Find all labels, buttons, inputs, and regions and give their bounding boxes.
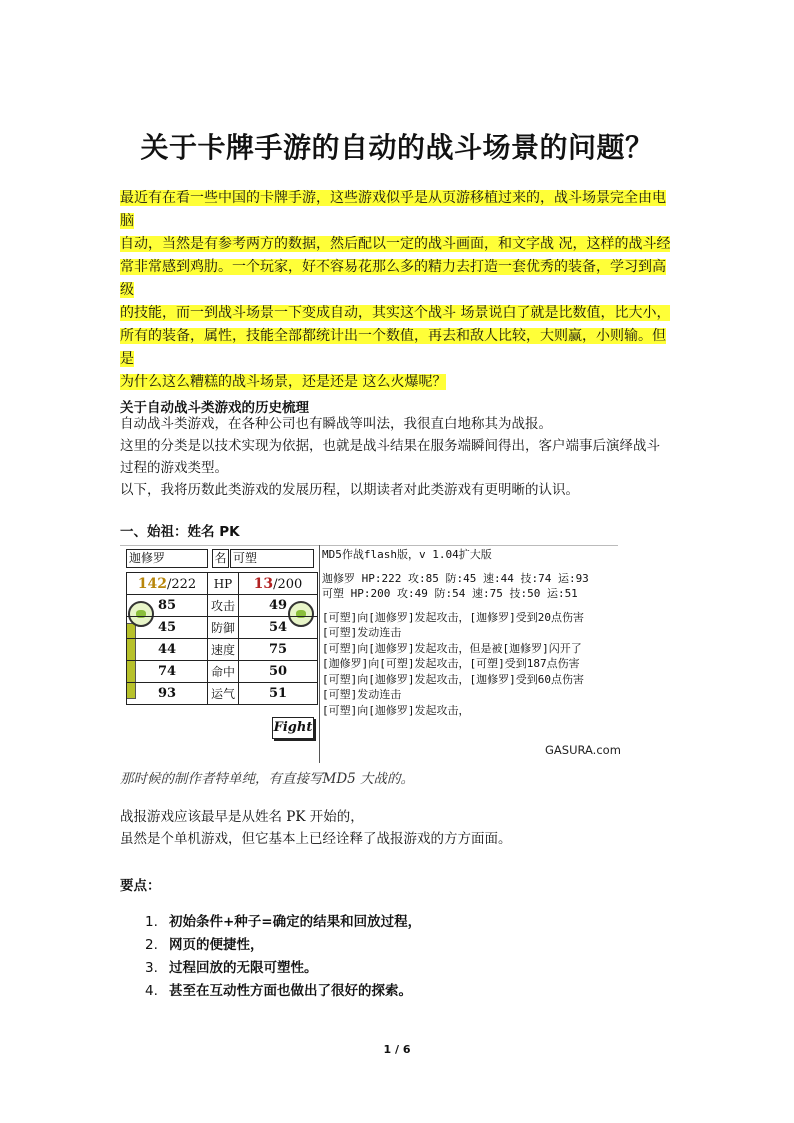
document-title: 关于卡牌手游的自动的战斗场景的问题？: [140, 131, 654, 164]
name-label: 名: [212, 549, 229, 568]
log-line: [可塑]发动连击: [322, 626, 402, 639]
stat-label: 命中: [208, 661, 239, 683]
stat-label: 攻击: [208, 595, 239, 617]
paragraph-line: 虽然是个单机游戏，但它基本上已经诠释了战报游戏的方方面面。: [120, 831, 512, 847]
log-spacer: [322, 563, 589, 571]
stat-row: [127, 661, 318, 683]
intro-line: 的技能，而一到战斗场景一下变成自动，其实这个战斗 场景说白了就是比数值，比大小，: [120, 305, 671, 321]
paragraph-line: 过程的游戏类型。: [120, 460, 228, 476]
intro-line: 自动，当然是有参考两方的数据，然后配以一定的战斗画面，和文字战 况，这样的战斗经: [120, 236, 671, 252]
points-list: [145, 911, 421, 1003]
stat-left: 85: [127, 595, 208, 617]
log-line: 可塑 HP:200 攻:49 防:54 速:75 技:50 运:51: [322, 587, 578, 600]
battle-log: [322, 547, 589, 718]
intro-line: 最近有在看一些中国的卡牌手游，这些游戏似乎是从页游移植过来的，战斗场景完全由电脑: [120, 190, 666, 229]
history-paragraph: [120, 413, 680, 501]
watermark: GASURA.com: [545, 743, 621, 757]
section-heading-name-pk: 一、始祖：姓名 PK: [120, 524, 240, 540]
player2-name-field[interactable]: 可塑: [230, 549, 314, 568]
fight-button[interactable]: Fight: [272, 717, 314, 739]
hp-row: [127, 573, 318, 595]
log-line: 迦修罗 HP:222 攻:85 防:45 速:44 技:74 运:93: [322, 571, 589, 585]
origin-paragraph: [120, 806, 680, 850]
stat-right: 75: [239, 639, 318, 661]
stat-label: 速度: [208, 639, 239, 661]
screenshot-divider: [319, 545, 320, 763]
paragraph-line: 以下，我将历数此类游戏的发展历程，以期读者对此类游戏有更明晰的认识。: [120, 482, 579, 498]
stat-left: 45: [127, 617, 208, 639]
stat-left: 44: [127, 639, 208, 661]
stat-right: 49: [239, 595, 318, 617]
list-item: 3. 过程回放的无限可塑性。: [145, 960, 318, 976]
stat-label: 运气: [208, 683, 239, 705]
image-caption: 那时候的制作者特单纯，有直接写MD5 大战的。: [120, 771, 415, 787]
stat-row: [127, 683, 318, 705]
stat-label: 防御: [208, 617, 239, 639]
stat-left: 74: [127, 661, 208, 683]
stat-right: 51: [239, 683, 318, 705]
log-title: MD5作战flash版，v 1.04扩大版: [322, 548, 492, 561]
stat-right: 50: [239, 661, 318, 683]
list-item: 1. 初始条件+种子=确定的结果和回放过程，: [145, 914, 422, 930]
hp-left: 142/222: [127, 573, 208, 595]
intro-line: 所有的装备，属性，技能全部都统计出一个数值，再去和敌人比较，大则赢，小则输。但是: [120, 328, 666, 367]
stat-left: 93: [127, 683, 208, 705]
log-line: [可塑]向[迦修罗]发起攻击，[迦修罗]受到20点伤害: [322, 610, 584, 624]
intro-line: 常非常感到鸡肋。一个玩家，好不容易花那么多的精力去打造一套优秀的装备，学习到高级: [120, 259, 666, 298]
hp-label: HP: [208, 573, 239, 595]
stat-row: [127, 617, 318, 639]
log-line: [322, 602, 589, 610]
list-item: 2. 网页的便捷性，: [145, 937, 264, 953]
page-number: 1 / 6: [383, 1043, 411, 1056]
paragraph-line: 自动战斗类游戏，在各种公司也有瞬战等叫法，我很直白地称其为战报。: [120, 416, 552, 432]
hp-right: 13/200: [239, 573, 318, 595]
points-heading: 要点：: [120, 878, 161, 894]
log-line: [可塑]向[迦修罗]发起攻击，但是被[迦修罗]闪开了: [322, 641, 582, 655]
player1-name-field[interactable]: 迦修罗: [126, 549, 208, 568]
stat-right: 54: [239, 617, 318, 639]
stat-row: [127, 595, 318, 617]
intro-line: 为什么这么糟糕的战斗场景，还是还是 这么火爆呢？: [120, 374, 447, 390]
highlighted-intro: [120, 187, 675, 394]
list-item: 4. 甚至在互动性方面也做出了很好的探索。: [145, 983, 412, 999]
screenshot-top-border: [120, 545, 618, 546]
paragraph-line: 战报游戏应该最早是从姓名 PK 开始的，: [120, 809, 364, 825]
paragraph-line: 这里的分类是以技术实现为依据，也就是战斗结果在服务端瞬间得出，客户端事后演绎战斗: [120, 438, 660, 454]
stats-table: [126, 572, 318, 705]
log-line: [可塑]向[迦修罗]发起攻击，: [322, 703, 470, 717]
log-line: [可塑]发动连击: [322, 688, 402, 701]
stat-row: [127, 639, 318, 661]
log-line: [可塑]向[迦修罗]发起攻击，[迦修罗]受到60点伤害: [322, 672, 584, 686]
name-pk-screenshot: [120, 545, 621, 763]
log-line: [迦修罗]向[可塑]发起攻击，[可塑]受到187点伤害: [322, 657, 580, 670]
section-heading-history: 关于自动战斗类游戏的历史梳理: [120, 400, 309, 416]
